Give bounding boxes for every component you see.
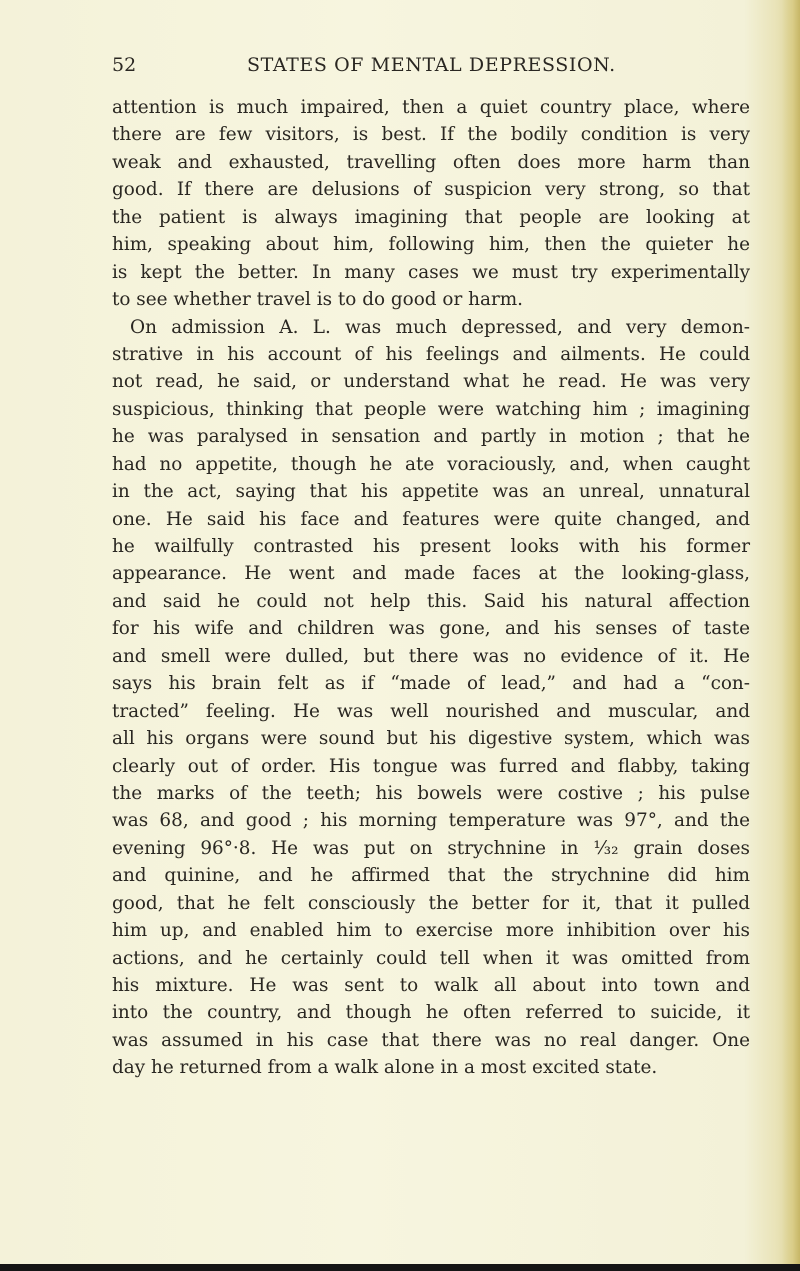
text-line: there are few visitors, is best. If the bodily condition is very xyxy=(112,124,750,146)
page-number: 52 xyxy=(112,54,137,76)
text-line: him, speaking about him, following him, then the quieter he xyxy=(112,234,750,256)
paragraph-start-line: On admission A. L. was much depressed, and very demon- xyxy=(130,316,750,338)
text-line: the marks of the teeth; his bowels were costive ; his pulse xyxy=(112,782,750,804)
text-line: evening 96°·8. He was put on strychnine in ¹⁄₃₂ grain doses xyxy=(112,837,750,859)
page-header xyxy=(112,52,752,78)
text-line: suspicious, thinking that people were watching him ; imagining xyxy=(112,398,750,420)
paragraph-end-line: to see whether travel is to do good or harm. xyxy=(112,289,524,311)
running-head: STATES OF MENTAL DEPRESSION. xyxy=(247,54,616,76)
text-line: and said he could not help this. Said his natural affection xyxy=(112,590,750,612)
text-line: good, that he felt consciously the better for it, that it pulled xyxy=(112,892,750,914)
text-line: tracted” feeling. He was well nourished and muscular, and xyxy=(112,700,750,722)
text-line: had no appetite, though he ate voraciously, and, when caught xyxy=(112,453,750,475)
text-line: good. If there are delusions of suspicion very strong, so that xyxy=(112,179,750,201)
page-edge-shadow xyxy=(782,0,800,1271)
text-line: strative in his account of his feelings and ailments. He could xyxy=(112,343,750,365)
body-text xyxy=(112,94,750,1082)
text-line: into the country, and though he often referred to suicide, it xyxy=(112,1002,750,1024)
text-line: day he returned from a walk alone in a most excited state. xyxy=(112,1057,658,1079)
text-line: one. He said his face and features were quite changed, and xyxy=(112,508,750,530)
text-line: for his wife and children was gone, and his senses of taste xyxy=(112,618,750,640)
text-line: was 68, and good ; his morning temperature was 97°, and the xyxy=(112,810,750,832)
text-line: is kept the better. In many cases we must try experimentally xyxy=(112,261,750,283)
text-line: he was paralysed in sensation and partly in motion ; that he xyxy=(112,426,750,448)
text-line: the patient is always imagining that people are looking at xyxy=(112,206,750,228)
text-line: he wailfully contrasted his present looks with his former xyxy=(112,536,750,557)
text-line: and smell were dulled, but there was no evidence of it. He xyxy=(112,645,750,667)
text-line: and quinine, and he affirmed that the strychnine did him xyxy=(112,865,750,887)
text-line: actions, and he certainly could tell when it was omitted from xyxy=(112,947,750,969)
text-line: him up, and enabled him to exercise more inhibition over his xyxy=(112,920,750,942)
text-line: attention is much impaired, then a quiet country place, where xyxy=(112,97,750,118)
text-line: in the act, saying that his appetite was an unreal, unnatural xyxy=(112,481,750,503)
text-line: says his brain felt as if “made of lead,” and had a “con- xyxy=(112,673,750,695)
scan-bottom-edge xyxy=(0,1264,800,1271)
text-line: was assumed in his case that there was no real danger. One xyxy=(112,1029,750,1051)
text-line: his mixture. He was sent to walk all about into town and xyxy=(112,975,750,996)
text-line: weak and exhausted, travelling often does more harm than xyxy=(112,151,750,173)
text-line: appearance. He went and made faces at the looking-glass, xyxy=(112,563,750,585)
text-line: not read, he said, or understand what he read. He was very xyxy=(112,371,750,393)
text-line: all his organs were sound but his digestive system, which was xyxy=(112,728,750,750)
text-line: clearly out of order. His tongue was furred and flabby, taking xyxy=(112,755,750,777)
